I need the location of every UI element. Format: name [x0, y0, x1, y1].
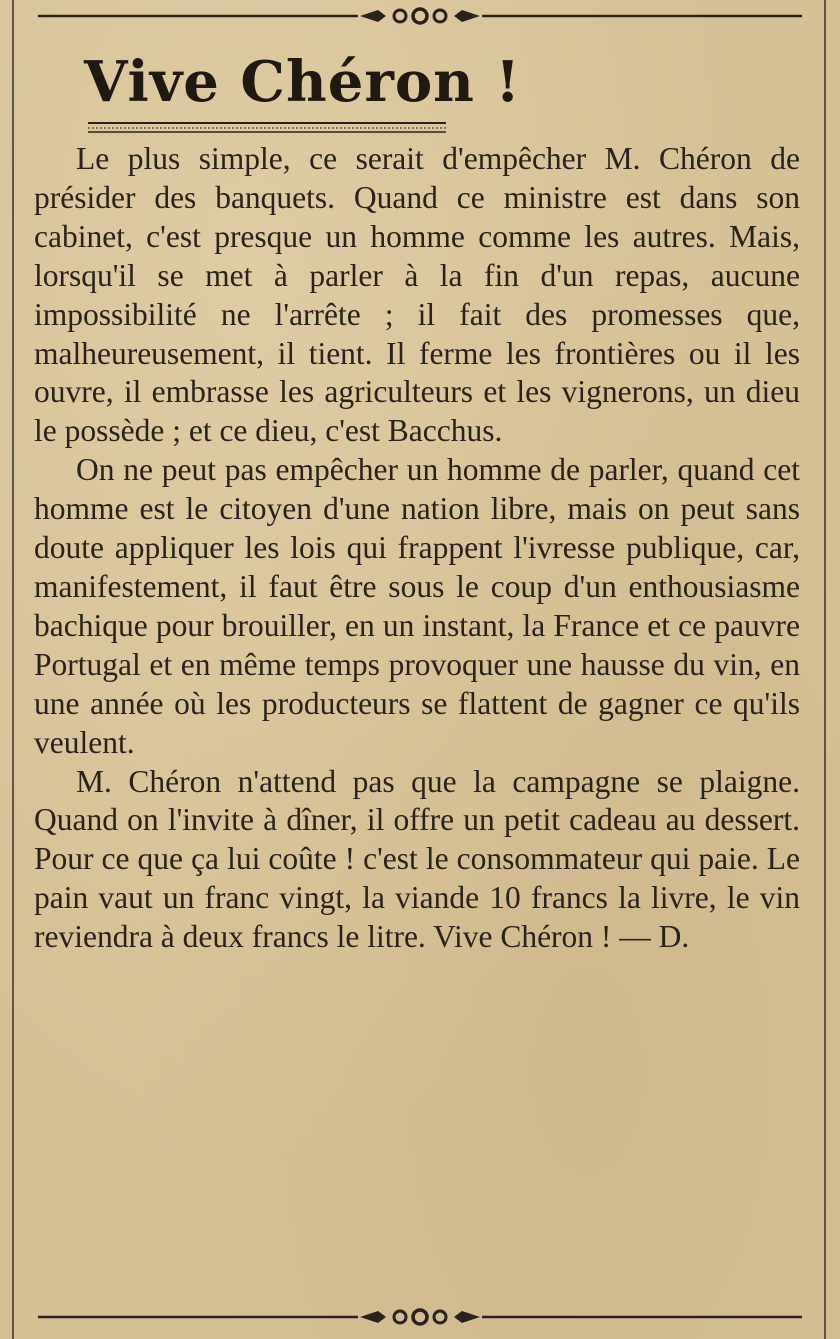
- ornament-divider-top: [38, 6, 802, 26]
- article-title: Vive Chéron !: [84, 49, 521, 115]
- article-paragraph: Le plus simple, ce serait d'empêcher M. Chéron de présider des banquets. Quand ce ministre est dans son cabinet, c'est presque un homme comme les autres. Mais, lorsqu'il se met à parler à la fin d'un repas, aucune impossibilité ne l'arrête ; il fait des promesses que, malheureusement, il tient. Il ferme les frontières ou il les ouvre, il embrasse les agriculteurs et les vignerons, un dieu le possède ; et ce dieu, c'est Bacchus.: [34, 141, 800, 449]
- column-rule-right: [824, 0, 826, 1339]
- column-rule-left: [12, 0, 14, 1339]
- title-underline: [88, 120, 446, 134]
- article-paragraph: M. Chéron n'attend pas que la campagne se plaigne. Quand on l'invite à dîner, il offre un petit cadeau au dessert. Pour ce que ça lui coûte ! c'est le consommateur qui paie. Le pain vaut un franc vingt, la viande 10 francs la livre, le vin reviendra à deux francs le litre. Vive Chéron ! — D.: [34, 763, 800, 955]
- ornament-divider-bottom: [38, 1307, 802, 1327]
- article-paragraph: On ne peut pas empêcher un homme de parler, quand cet homme est le citoyen d'une nation libre, mais on peut sans doute appliquer les lois qui frappent l'ivresse publique, car, manifestement, il faut être sous le coup d'un enthousiasme bachique pour brouiller, en un instant, la France et ce pauvre Portugal et en même temps provoquer une hausse du vin, en une année où les producteurs se flattent de gagner ce qu'ils veulent.: [34, 452, 800, 760]
- article-body: [34, 140, 800, 957]
